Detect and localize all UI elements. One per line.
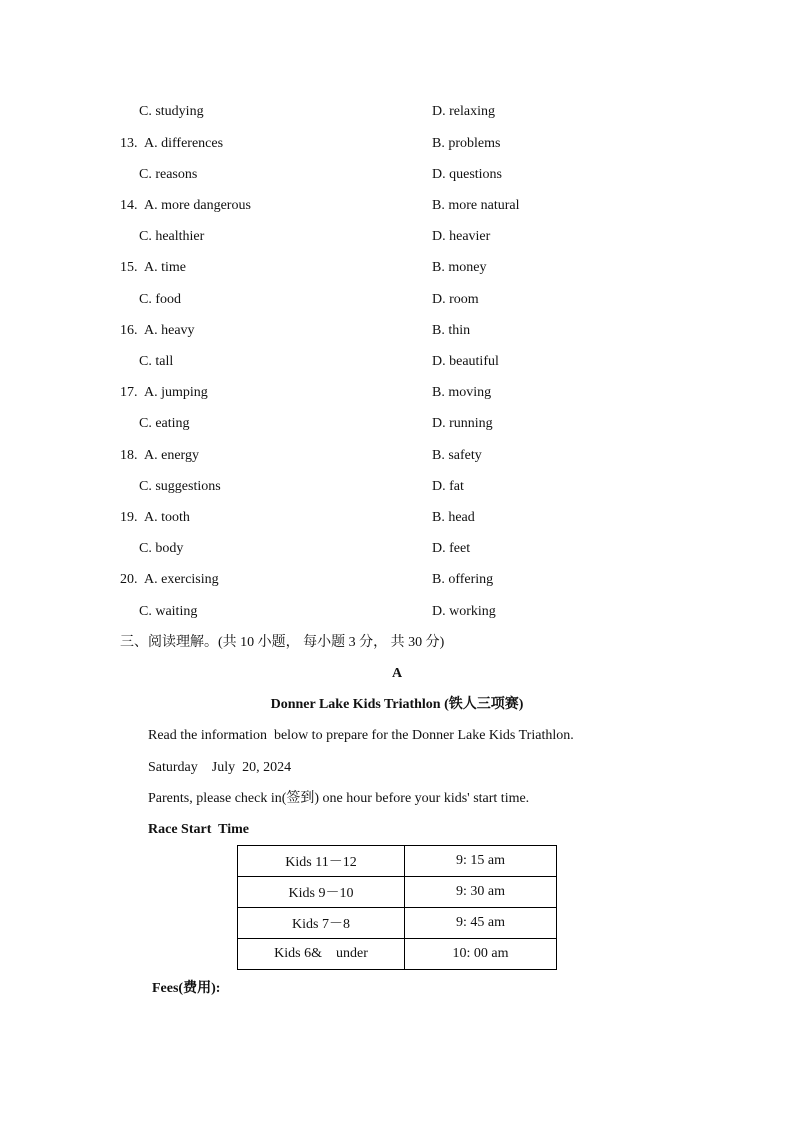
question-number: 18. [120, 448, 138, 463]
option-c: C. waiting [139, 604, 198, 619]
question-14-row-ab [0, 196, 794, 216]
option-a: A. time [144, 260, 186, 275]
start-time-cell: 9: 45 am [405, 908, 557, 939]
option-a: A. tooth [144, 510, 190, 525]
table-row [238, 939, 557, 970]
start-time-cell: 9: 30 am [405, 877, 557, 908]
option-a: A. heavy [144, 323, 195, 338]
passage-letter: A [391, 666, 403, 681]
option-d: D. running [432, 416, 493, 431]
question-number: 16. [120, 323, 138, 338]
option-d: D. fat [432, 479, 464, 494]
question-19-row-cd [0, 539, 794, 559]
question-number: 14. [120, 198, 138, 213]
option-c: C. food [139, 292, 181, 307]
option-c: C. tall [139, 354, 174, 369]
option-c: C. eating [139, 416, 190, 431]
option-a: A. differences [144, 136, 224, 151]
option-a: A. exercising [144, 572, 219, 587]
fees-heading: Fees(费用): [152, 981, 221, 996]
option-b: B. offering [432, 572, 494, 587]
option-c: C. studying [139, 104, 204, 119]
option-a: A. more dangerous [144, 198, 251, 213]
question-16-row-cd [0, 352, 794, 372]
table-row [238, 877, 557, 908]
option-d: D. feet [432, 541, 471, 556]
option-c: C. body [139, 541, 184, 556]
option-d: D. questions [432, 167, 502, 182]
table-row [238, 846, 557, 877]
passage-title: Donner Lake Kids Triathlon (铁人三项赛) [270, 697, 524, 712]
question-13-row-cd [0, 165, 794, 185]
option-d: D. relaxing [432, 104, 495, 119]
option-d: D. room [432, 292, 479, 307]
option-c: C. suggestions [139, 479, 221, 494]
age-group-cell: Kids 9－10 [238, 877, 405, 908]
question-14-row-cd [0, 227, 794, 247]
age-group-cell: Kids 11－12 [238, 846, 405, 877]
option-b: B. moving [432, 385, 492, 400]
question-18-row-ab [0, 446, 794, 466]
question-19-row-ab [0, 508, 794, 528]
section-heading: 三、阅读理解。(共 10 小题， 每小题 3 分， 共 30 分) [120, 635, 445, 650]
table-row [238, 908, 557, 939]
option-a: A. jumping [144, 385, 208, 400]
question-16-row-ab [0, 321, 794, 341]
intro-line: Read the information below to prepare for the Donner Lake Kids Triathlon. [148, 728, 574, 743]
option-b: B. head [432, 510, 475, 525]
option-b: B. money [432, 260, 487, 275]
question-number: 13. [120, 136, 138, 151]
checkin-line: Parents, please check in(签到) one hour before your kids' start time. [148, 791, 530, 806]
question-17-row-ab [0, 383, 794, 403]
option-c: C. healthier [139, 229, 205, 244]
question-number: 15. [120, 260, 138, 275]
option-row-12 [0, 102, 794, 122]
race-start-heading: Race Start Time [148, 822, 249, 837]
question-17-row-cd [0, 414, 794, 434]
start-time-cell: 10: 00 am [405, 939, 557, 970]
question-20-row-ab [0, 570, 794, 590]
option-a: A. energy [144, 448, 199, 463]
question-number: 20. [120, 572, 138, 587]
race-start-table [237, 845, 557, 970]
option-b: B. thin [432, 323, 471, 338]
option-c: C. reasons [139, 167, 198, 182]
option-d: D. beautiful [432, 354, 499, 369]
question-18-row-cd [0, 477, 794, 497]
option-b: B. problems [432, 136, 501, 151]
question-number: 19. [120, 510, 138, 525]
question-15-row-ab [0, 258, 794, 278]
date-line: Saturday July 20, 2024 [148, 760, 292, 775]
question-15-row-cd [0, 290, 794, 310]
option-d: D. heavier [432, 229, 491, 244]
option-b: B. more natural [432, 198, 520, 213]
start-time-cell: 9: 15 am [405, 846, 557, 877]
question-20-row-cd [0, 602, 794, 622]
age-group-cell: Kids 6& under [238, 939, 405, 970]
option-b: B. safety [432, 448, 482, 463]
age-group-cell: Kids 7－8 [238, 908, 405, 939]
question-number: 17. [120, 385, 138, 400]
option-d: D. working [432, 604, 496, 619]
question-13-row-ab [0, 134, 794, 154]
